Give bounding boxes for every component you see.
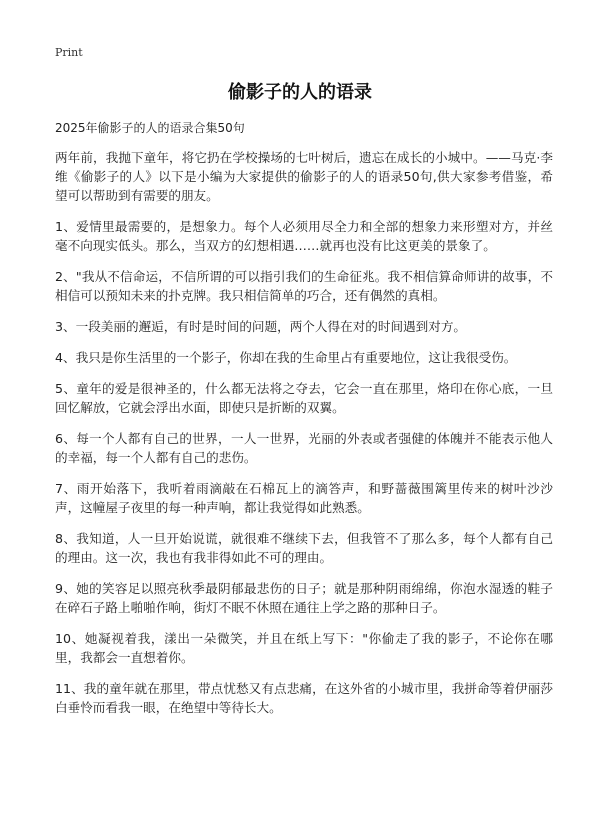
quote-item-10: 10、她凝视着我，漾出一朵微笑，并且在纸上写下："你偷走了我的影子，不论你在哪里，我都会一直想着你。: [55, 631, 553, 665]
print-link[interactable]: Print: [55, 46, 83, 59]
quote-item-1: 1、爱情里最需要的，是想象力。每个人必须用尽全力和全部的想象力来形塑对方，并丝毫不向现实低头。那么，当双方的幻想相遇……就再也没有比这更美的景象了。: [55, 219, 553, 253]
quote-item-2: 2、"我从不信命运，不信所谓的可以指引我们的生命征兆。我不相信算命师讲的故事，不相信可以预知未来的扑克牌。我只相信简单的巧合，还有偶然的真相。: [55, 269, 553, 303]
quote-item-11: 11、我的童年就在那里，带点忧愁又有点悲痛，在这外省的小城市里，我拼命等着伊丽莎白垂怜而看我一眼，在绝望中等待长大。: [55, 681, 553, 715]
quote-item-4: 4、我只是你生活里的一个影子，你却在我的生命里占有重要地位，这让我很受伤。: [55, 350, 517, 365]
intro-paragraph: 两年前，我抛下童年，将它扔在学校操场的七叶树后，遗忘在成长的小城中。——马克·李维《偷影子的人》以下是小编为大家提供的偷影子的人的语录50句,供大家参考借鉴，希望可以帮助到有需要的朋友。: [55, 150, 553, 203]
quote-item-3: 3、一段美丽的邂逅，有时是时间的问题，两个人得在对的时间遇到对方。: [55, 319, 467, 334]
page-title: 偷影子的人的语录: [228, 82, 372, 103]
quote-item-6: 6、每一个人都有自己的世界，一人一世界，光丽的外表或者强健的体魄并不能表示他人的幸福，每一个人都有自己的悲伤。: [55, 431, 553, 465]
quote-item-9: 9、她的笑容足以照亮秋季最阴郁最悲伤的日子；就是那种阴雨绵绵，你泡水湿透的鞋子在碎石子路上啪啪作响，街灯不眠不休照在通往上学之路的那种日子。: [55, 581, 553, 615]
quote-item-8: 8、我知道，人一旦开始说谎，就很难不继续下去，但我管不了那么多，每个人都有自己的理由。这一次，我也有我非得如此不可的理由。: [55, 531, 553, 565]
quote-item-7: 7、雨开始落下，我听着雨滴敲在石棉瓦上的滴答声，和野蔷薇围篱里传来的树叶沙沙声，这幢屋子夜里的每一种声响，都让我觉得如此熟悉。: [55, 481, 553, 515]
quote-item-5: 5、童年的爱是很神圣的，什么都无法将之夺去，它会一直在那里，烙印在你心底，一旦回忆解放，它就会浮出水面，即使只是折断的双翼。: [55, 381, 553, 415]
document-subtitle: 2025年偷影子的人的语录合集50句: [55, 121, 245, 135]
article-body: [55, 148, 553, 729]
